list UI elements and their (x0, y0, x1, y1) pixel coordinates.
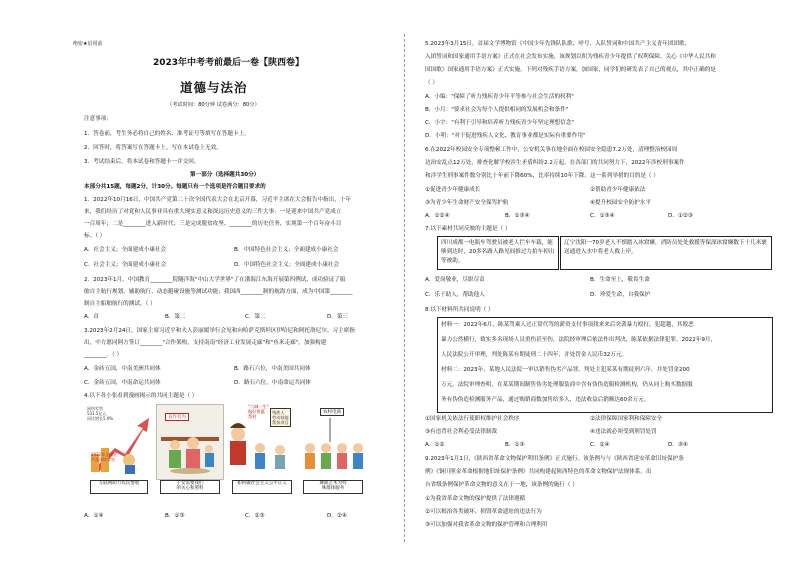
q5-option-b: B．小月："要求社会为每个人提供相同的发展机会和条件" (425, 107, 569, 113)
q1-option-d: D．中国特色社会主义；全面建成小康社会 (234, 262, 339, 268)
q9-line: 9.2023年1月1日，《陕西省革命文物保护利用条例》正式施行。该条例与与《陕西省延安革命旧址保护条 (425, 456, 684, 462)
q5-line: 入团誓词和国家通用手语方案》正式在社会发布实施，该规划以积为残疾青少年提供了权利保障、关心《中华人民共和 (425, 54, 716, 60)
q4-option-d: D．②④ (327, 513, 347, 519)
q7-option-a: A．爱岗敬业，尽职尽责 (425, 277, 485, 283)
q3-option-c: C．金砖五国，中南命运共同体 (84, 380, 161, 386)
q4-stem: 4.以下各小张看到漫画揭示的共同主题是（ ） (84, 393, 198, 399)
q9-statement: ①为我省革命文物的保护提供了法律遵循 (425, 496, 526, 502)
q5-option-a: A．小编："保障了听力残疾青少年平等参与社会生活的权利" (425, 94, 574, 100)
q7-left-text: 四川成都一电瓶车驾驶员被老人拦车车载，能够到达时，20多名路人路见间推过力拍车掉出等被助。 (441, 240, 555, 264)
cartoon-panel-4 (298, 404, 368, 478)
q4-option-a: A．①④ (84, 513, 104, 519)
note-item: 3．考试结束后，将本试卷和答题卡一并交回。 (84, 159, 200, 165)
q1-option-b: B．中国特色社会主义；全面建成小康社会 (234, 247, 339, 253)
q1-line: 1．2022年10月16日，中国共产党第二十次全国代表大会在北京开幕，习近平主席在大会报告中指出，十年 (84, 197, 351, 203)
cartoon-panel-3 (224, 404, 296, 478)
banner-label: 直作有为 (165, 413, 189, 421)
q8-material-line: 材料一：2022年6月，陈某驾乘人过正常代驾的薪资支付事项找来来后突袭暴力殴打，犯超越，其殴恶 (441, 322, 694, 328)
q8-stem: 8.以下材料所共同说明（ ） (425, 307, 494, 313)
q1-line: 来，我们经历了对党和人民事业具有重大现实意义和深远历史意义的三件大事：一是迎来中国共产党成立 (84, 209, 342, 215)
q2-line: 舶自主航行规划、辅助航行、动态避碰设施等测试功能；我国西________制的航海方面，成为中国第________ (84, 289, 353, 295)
q9-line: 例》《铜川照金革命根据地旧址保护条例》共同构建起陕西特色的革命文物保护法规体系。出 (425, 469, 652, 475)
q6-answer-d: D．①②③ (668, 213, 693, 219)
q6-line: 6.在2022年校园安全专项整顿工作中，公安机关事在地全面在校园安全隐患7.2万处，清理整治校园周 (425, 147, 678, 153)
q9-statement: ②可以根治各类破坏、损毁革命遗址的违法行为 (425, 509, 542, 515)
family-care-icon (157, 409, 223, 479)
column-divider (404, 34, 405, 542)
q1-option-c: C．社会主义；全面建成小康社会 (84, 262, 167, 268)
q1-line: 标。（ ） (84, 233, 106, 239)
q8-statement: ①国家机关依法行使职权维护社会秩序 (425, 416, 520, 422)
q8-answer-b: B．①③ (505, 442, 525, 448)
q6-statement: ④提升校园安全防护水平 (590, 200, 651, 206)
speech-bubble: "六城一生" 做好普惠 帮村 (248, 404, 269, 419)
q2-option-a: A．首 (84, 314, 100, 320)
q9-statement: ③可以加强对我省革命文物的保护管理和合理利用 (425, 522, 548, 528)
justice-scene-icon (224, 408, 296, 478)
q3-line: ________。（ ） (84, 352, 123, 358)
cartoon-caption-2: 子女需要我们 的关心和照料 (160, 480, 220, 494)
q7-material-left (437, 236, 559, 270)
q6-answer-b: B．①③④ (505, 213, 530, 219)
q6-line: 和涉学生刑事案件数分别比十年前下降60%，比率持续10年下降。这一系列举措的目的是（ ） (425, 173, 659, 179)
cartoon-caption-1: 互联网助力农民增收 (90, 480, 148, 494)
exam-title: 2023年中考考前最后一卷【陕西卷】 (153, 58, 305, 68)
q8-material-box (437, 317, 773, 413)
q8-material-line: 材料二：2023年，某地人民法院一审以销售伪劣产品罪，判处主犯某某有期徒刑六年，并处罚金200 (441, 367, 690, 373)
q7-stem: 7.以下素材共同反映的主题是（ ） (425, 226, 511, 232)
q8-answer-c: C．②④ (590, 442, 610, 448)
q1-line: 一百周年；二是________进入新时代；三是完成脱贫攻坚、________的历史任务，实现第一个百年奋斗目 (84, 221, 342, 227)
q8-material-line: 务有伪伪造检测服务产品，通过购销商数加售给多人，违法收益后销额达60余万元。 (441, 397, 650, 403)
sign-board: 残疾人 劳动技能 帮扶项目 (272, 410, 289, 425)
q8-answer-d: D．③④ (668, 442, 688, 448)
q6-answer-a: A．①②④ (425, 213, 450, 219)
notes-heading: 注意事项： (84, 116, 112, 122)
q7-material-right (560, 236, 772, 270)
q4-option-b: B．①③ (165, 513, 185, 519)
rising-arrow-icon (85, 408, 153, 476)
q8-statement: ③有违背社会利必受法律制裁 (425, 429, 498, 435)
q2-line: 2．2023年1月，中国教育________院隧洋海"中山大学世界"了在渤海江东海开展第四例试，成功验证了船 (84, 277, 346, 283)
q5-line: （ ） (425, 80, 438, 86)
part1-title: 第一部分（选择题共30分） (190, 172, 260, 178)
sign-label: 农村电商 (320, 408, 344, 416)
q6-answer-c: C．①③④ (590, 213, 615, 219)
q2-option-c: C．第二 (245, 314, 266, 320)
chart-year-label: 2022年全国农 产品网络零售 (91, 452, 118, 462)
q8-material-line: 暴力公然横行，致实多名现场人员重伤甚至伤，法院经审理后依法作出判决，陈某依据法律犯罪。2022年9月， (441, 337, 717, 343)
q3-line: 3.2023年2月24日，国家主席习近平和夫人彭丽媛举行会见和向哈萨克斯坦区伊哈尼和阿托洛尼尔。习主席指 (84, 328, 355, 334)
chart-label: 网络零售 531.5亿元 同比增长5.9% (87, 406, 114, 421)
q2-line: 制自主船舶航行的测试。（ ） (84, 301, 156, 307)
q6-statement: ①促进青少年健康成长 (425, 187, 481, 193)
q4-option-c: C．②③ (245, 513, 265, 519)
note-item: 2．回答时，将答案写在答题卡上。写在本试卷上无效。 (84, 145, 222, 151)
q8-statement: ④违法就必须受到刑罚处罚 (590, 429, 657, 435)
q5-option-c: C．小宇："有利于引导和培养听力残疾青少年坚定理想信念" (425, 120, 574, 126)
q3-line: 出，中方愿同阿方签订________"合作架构，支持南南"经济工业发展走廊"和"鱼米走廊"，加强构建 (84, 340, 327, 346)
cartoon-caption-3: 如何做社会主义公平正义 (232, 480, 292, 494)
q7-option-d: D．珍爱生命，自我保护 (590, 292, 651, 298)
q2-option-b: B．第二 (165, 314, 186, 320)
q8-material-line: 万元。法院审理查明，在某某期间制售伪劣处理服装商中含有伪伪造服检测机构，仍从同上购买数据服 (441, 382, 693, 388)
q5-line: 国国歌》国家通用手语方案》正式实施。下列对残疾手语方案，加国家，同学们的研发表了自己的观点，其中正确的是 (425, 67, 716, 73)
q6-statement: ②帮助青少年健康依法 (590, 187, 646, 193)
q9-line: 台省级条例保护革命文物的意义在于一地，该条例的施行（ ） (425, 482, 578, 488)
note-item: 1．答卷前，考生务必将自己的姓名、准考证号等填写在答题卡上。 (84, 131, 250, 137)
cartoon-panel-2 (156, 404, 224, 480)
secret-label: 绝密★启用前 (73, 41, 103, 47)
cartoon-caption-4: 舞蹈艺术为特 殊群体服务 (303, 480, 363, 494)
q8-answer-a: A．①② (425, 442, 445, 448)
community-service-icon (298, 408, 368, 478)
q3-option-a: A．金砖五国，中南美洲共同体 (84, 366, 161, 372)
q8-material-line: 人民法院公开审理，判处陈某有期徒刑二十四年，并处罚金人民币32万元。 (441, 352, 628, 358)
q6-statement: ③为青少年生命财产安全保驾护航 (425, 200, 509, 206)
q3-option-d: D．路石六位，中南命运共同体 (234, 380, 312, 386)
q7-option-b: B．生命至上，敬畏生命 (590, 277, 650, 283)
q2-option-d: D．第三 (327, 314, 349, 320)
q5-option-d: D．小明："对于促进残疾人文化、教育事业都是实际有重要作用" (425, 133, 586, 139)
q5-line: 5.2023年3月15日，首届文学博物馆《中国少年先锋队队歌、呼号、入队誓词和中国共产主义青年团团歌、 (425, 41, 691, 47)
q8-statement: ②法律保障国家利和保障安全 (590, 416, 663, 422)
q3-option-b: B．路石六位，中南美国共同体 (234, 366, 311, 372)
subject-title: 道德与法治 (180, 80, 248, 95)
exam-info: （考试时间：80分钟 试卷满分：80分） (167, 102, 260, 108)
q7-right-text: 辽宁沈阳一70岁老人不慎踏入冰窟窿，消防员处处救援等保深冰窟窿数下十几米裹送通进入水中将老人救上岸。 (564, 240, 767, 255)
q7-option-c: C．乐于助人，帮助他人 (425, 292, 485, 298)
cartoon-panel-1 (85, 404, 155, 478)
q1-option-a: A．社会主义；全面建成小康社会 (84, 247, 167, 253)
part1-intro: 本部分共15题，每题2分，计30分。每题只有一个选项是符合题目要求的 (84, 184, 266, 190)
q6-line: 边治安乱点12万处，排查化解学校涉生矛盾纠纷2.2万起。在各部门的共同努力下，2022年涉校刑事案件 (425, 160, 685, 166)
